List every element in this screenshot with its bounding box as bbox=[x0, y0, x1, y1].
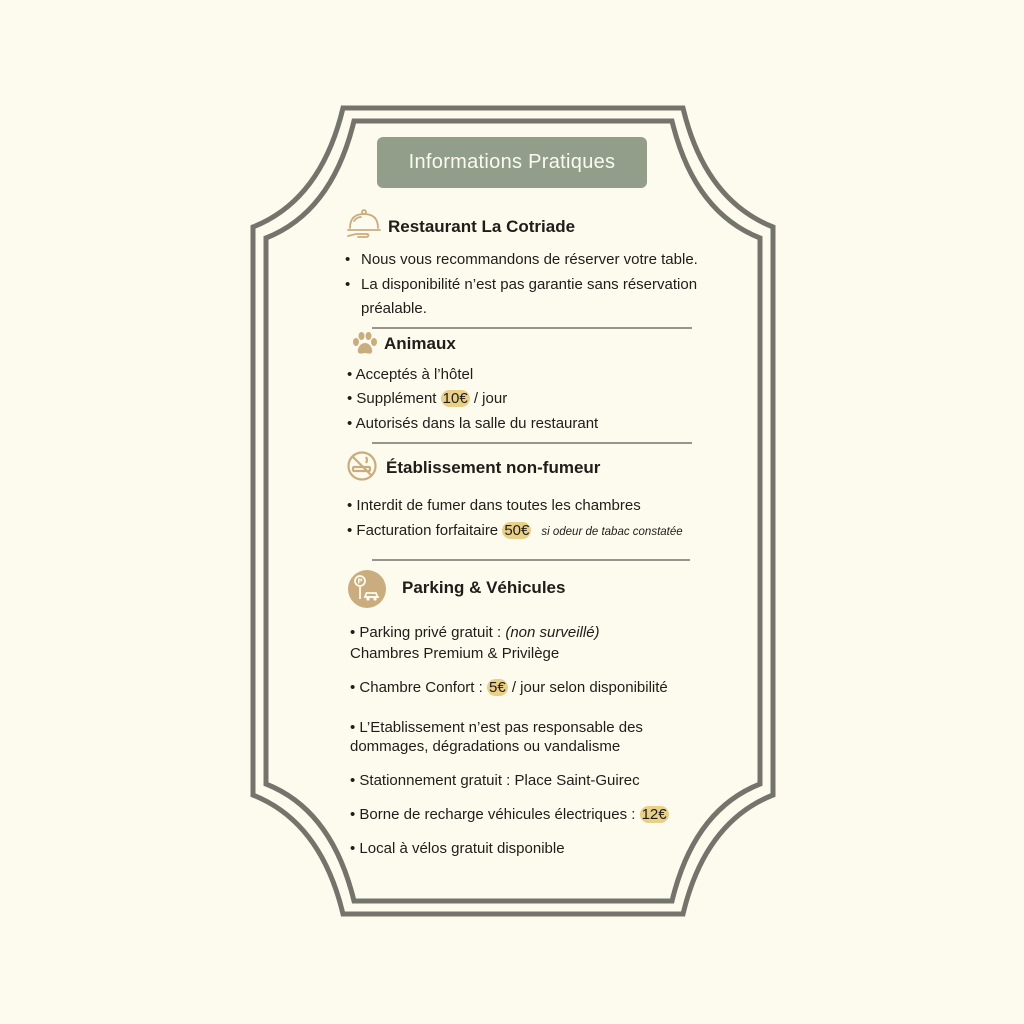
list-item: • Local à vélos gratuit disponible bbox=[350, 840, 565, 857]
list-item: • Stationnement gratuit : Place Saint-Guirec bbox=[350, 772, 640, 789]
section-divider bbox=[372, 442, 692, 444]
page-title: Informations Pratiques bbox=[408, 151, 616, 173]
list-item: • L’Etablissement n’est pas responsable des bbox=[350, 719, 643, 736]
cloche-icon bbox=[345, 207, 383, 241]
list-item-continued: Chambres Premium & Privilège bbox=[350, 645, 560, 662]
list-item: • Acceptés à l’hôtel bbox=[347, 366, 474, 383]
list-item: • Borne de recharge véhicules électriques : 12€ bbox=[350, 806, 667, 823]
price-highlight: 10€ bbox=[442, 390, 468, 407]
section-divider bbox=[372, 559, 690, 561]
smoking-heading: Établissement non-fumeur bbox=[386, 458, 601, 477]
price-highlight: 50€ bbox=[504, 522, 530, 539]
price-highlight: 12€ bbox=[641, 806, 667, 823]
list-item: • Interdit de fumer dans toutes les chambres bbox=[347, 497, 641, 514]
parking-heading: Parking & Véhicules bbox=[402, 578, 566, 597]
list-item-continued: dommages, dégradations ou vandalisme bbox=[350, 738, 621, 755]
list-item: • Nous vous recommandons de réserver votre table. bbox=[345, 251, 698, 268]
svg-text:P: P bbox=[357, 577, 363, 586]
smoking-note: si odeur de tabac constatée bbox=[541, 526, 683, 538]
restaurant-heading: Restaurant La Cotriade bbox=[388, 217, 576, 236]
price-highlight: 5€ bbox=[488, 679, 506, 696]
list-item: • Supplément 10€ / jour bbox=[347, 390, 508, 407]
title-badge bbox=[377, 137, 647, 188]
paw-icon bbox=[351, 331, 379, 357]
section-divider bbox=[372, 327, 692, 329]
list-item: • Parking privé gratuit : (non surveillé) bbox=[350, 624, 600, 641]
parking-car-icon bbox=[347, 569, 387, 609]
list-item: • La disponibilité n’est pas garantie sans réservation bbox=[345, 276, 698, 293]
animals-heading: Animaux bbox=[384, 334, 456, 353]
list-item: • Facturation forfaitaire 50€ si odeur de tabac constatée bbox=[347, 522, 683, 539]
no-smoking-icon bbox=[346, 450, 378, 482]
list-item: • Autorisés dans la salle du restaurant bbox=[347, 415, 599, 432]
list-item: • Chambre Confort : 5€ / jour selon disponibilité bbox=[350, 679, 668, 696]
list-item-continued: préalable. bbox=[361, 300, 427, 317]
